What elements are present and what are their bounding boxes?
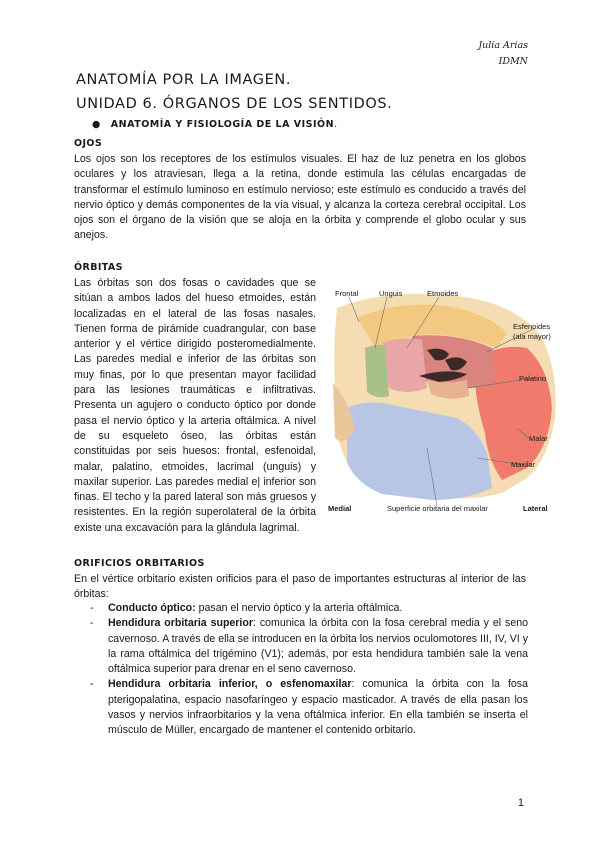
label-esfenoides-sub: (ala mayor) [513,332,551,341]
label-esfenoides: Esfenoides [513,322,551,331]
label-etmoides: Etmoides [427,289,459,298]
document-title: ANATOMÍA POR LA IMAGEN. [76,72,292,88]
list-item [88,677,528,738]
list-item-term: Hendidura orbitaria inferior, o esfenomaxilar [108,678,352,691]
list-item-term: Hendidura orbitaria superior [108,617,253,630]
bullet-dot: ● [92,119,101,130]
heading-orbitas: ÓRBITAS [74,262,123,273]
section-bullet [92,119,338,130]
label-medial: Medial [328,504,352,513]
label-unguis: Unguis [379,289,403,298]
paragraph-ojos: Los ojos son los receptores de los estímulos visuales. El haz de luz penetra en los globos oculares y los atraviesan, llega a la retina, donde estimula las células encargadas de transformar el estímulo luminoso en estímulo nervioso; este estímulo es conducido a través del nervio óptico y demás componentes de la vía visual, y alcanza la corteza cerebral occipital. Los ojos son el órgano de la visión que se aloja en la órbita y comprende el globo ocular y sus anejos. [74,153,526,242]
list-dash: - [90,678,94,691]
author-name: Julia Arias [478,40,528,51]
paragraph-orbitas: Las órbitas son dos fosas o cavidades que se sitúan a ambos lados del hueso etmoides, están localizadas en el lateral de las fosas nasales. Tienen forma de pirámide cuadrangular, con base anterior y el vértice dirigido posteromedialmente. Las paredes medial e inferior de las órbitas son muy finas, por lo que presentan mayor facilidad para las lesiones traumáticas e infiltrativas. Presenta un agujero o conducto óptico por donde pasa el nervio óptico y la arteria oftálmica. A nivel de su esqueleto óseo, las órbitas están constituidas por seis huesos: frontal, esfenoidal, malar, palatino, etmoides, lacrimal (unguis) y maxilar superior. Las paredes medial e| inferior son finas. El techo y la pared lateral son más gruesos y resistentes. En la región superolateral de la órbita existe una excavación para la glándula lagrimal. [74,277,316,534]
label-frontal: Frontal [335,289,359,298]
list-item-term: Conducto óptico: [108,602,196,614]
label-superficie: Superficie orbitaria del maxilar [387,504,488,513]
list-item-text: pasan el nervio óptico y la arteria oftálmica. [195,602,403,614]
author-group: IDMN [498,56,528,67]
heading-ojos: OJOS [74,138,103,149]
section-bullet-suffix: . [334,119,338,130]
list-item [88,616,528,677]
label-malar: Malar [529,434,548,443]
list-item-text: : comunica la órbita con la fosa cerebral media y el seno cavernoso. A través de ella se introducen en la órbita los nervios oculomotores III, IV, VI y la rama oftálmica del trigémino (V1); además, por esta hendidura también sale la vena oftálmica superior para drenar en el seno cavernoso. [108,617,528,676]
orbit-bones-figure [327,288,563,516]
heading-orificios: ORIFICIOS ORBITARIOS [74,558,205,569]
list-dash: - [90,617,94,630]
label-maxilar: Maxilar [511,460,536,469]
label-palatino: Palatino [519,374,547,383]
label-lateral: Lateral [523,504,548,513]
author-block [478,38,528,70]
page-number: 1 [517,797,524,809]
list-item [88,601,528,616]
unit-title: UNIDAD 6. ÓRGANOS DE LOS SENTIDOS. [76,96,393,112]
paragraph-orificios-intro: En el vértice orbitario existen orificios para el paso de importantes estructuras al interior de las órbitas: [74,573,526,601]
orificios-list [88,601,528,739]
list-item-text: : comunica la órbita con la fosa pterigopalatina, espacio nasofaríngeo y espacio masticador. A través de ella pasan los vasos y nervios infraorbitarios y la vena oftálmica inferior. En ella también se inserta el músculo de Müller, encargado de mantener el contenido orbitario. [108,678,528,737]
section-bullet-label: ANATOMÍA Y FISIOLOGÍA DE LA VISIÓN [110,119,335,130]
list-dash: - [90,602,94,614]
